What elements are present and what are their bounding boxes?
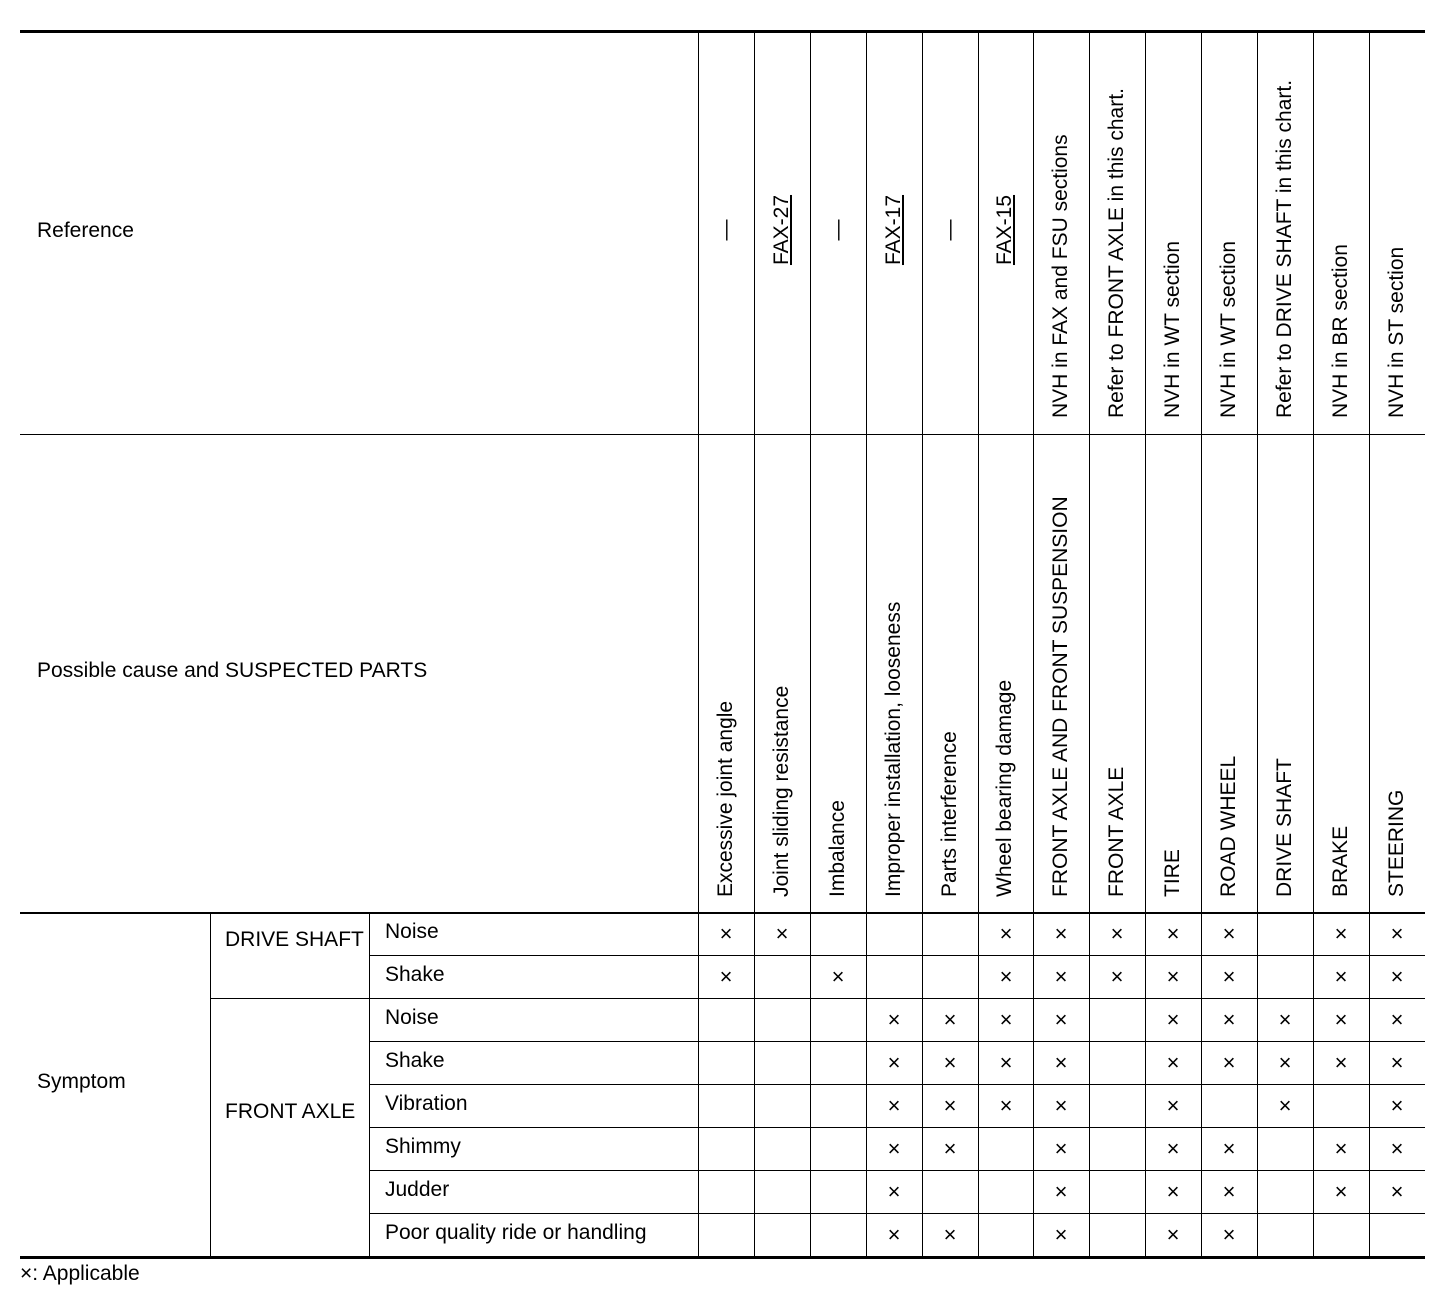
cause-text: STEERING (1384, 789, 1408, 897)
row-rule (369, 955, 1425, 956)
symptom-name: Shake (385, 963, 445, 986)
applicable-mark: × (943, 1222, 957, 1247)
applicable-mark: × (1110, 921, 1124, 946)
group-label: DRIVE SHAFT (225, 928, 364, 951)
applicable-mark: × (775, 921, 789, 946)
symptom-label: Symptom (37, 1070, 126, 1093)
applicable-mark: × (1166, 1007, 1180, 1032)
applicable-mark: × (1334, 964, 1348, 989)
applicable-mark: × (1054, 1093, 1068, 1118)
applicable-mark: × (943, 1136, 957, 1161)
reference-value: NVH in WT section (1161, 241, 1185, 418)
reference-value: NVH in WT section (1217, 241, 1241, 418)
reference-value: Refer to FRONT AXLE in this chart. (1105, 88, 1129, 418)
applicable-mark: × (1054, 1136, 1068, 1161)
cause-column-rule (810, 30, 811, 1256)
applicable-mark: × (943, 1093, 957, 1118)
reference-value: Refer to DRIVE SHAFT in this chart. (1272, 79, 1296, 418)
applicable-mark: × (719, 964, 733, 989)
applicable-mark: × (999, 921, 1013, 946)
applicable-mark: × (831, 964, 845, 989)
applicable-mark: × (1054, 964, 1068, 989)
top-rule (20, 30, 1425, 33)
applicable-mark: × (1390, 1007, 1404, 1032)
applicable-mark: × (999, 1007, 1013, 1032)
applicable-mark: × (1222, 1222, 1236, 1247)
applicable-mark: × (1166, 921, 1180, 946)
applicable-mark: × (1278, 1050, 1292, 1075)
applicable-mark: × (1222, 1136, 1236, 1161)
applicable-mark: × (887, 1093, 901, 1118)
applicable-mark: × (1222, 921, 1236, 946)
legend: ×: Applicable (20, 1262, 140, 1285)
applicable-mark: × (1390, 1093, 1404, 1118)
cause-column-rule (698, 30, 699, 1256)
cause-text: Excessive joint angle (713, 700, 737, 897)
cause-text: DRIVE SHAFT (1272, 758, 1296, 897)
applicable-mark: × (1054, 921, 1068, 946)
applicable-mark: × (1334, 1136, 1348, 1161)
reference-value: NVH in ST section (1384, 246, 1408, 418)
applicable-mark: × (887, 1179, 901, 1204)
applicable-mark: × (1222, 964, 1236, 989)
cause-text: Joint sliding resistance (769, 685, 793, 897)
applicable-mark: × (1166, 1050, 1180, 1075)
symptom-name: Noise (385, 920, 439, 943)
reference-value: FAX-27 (769, 194, 793, 266)
reference-value: — (713, 219, 737, 241)
reference-value: — (825, 219, 849, 241)
reference-value: FAX-17 (881, 194, 905, 266)
symptom-name: Poor quality ride or handling (385, 1221, 647, 1244)
cause-text: ROAD WHEEL (1217, 755, 1241, 897)
applicable-mark: × (1054, 1007, 1068, 1032)
cause-text: FRONT AXLE AND FRONT SUSPENSION (1049, 496, 1073, 897)
applicable-mark: × (1278, 1007, 1292, 1032)
applicable-mark: × (1222, 1050, 1236, 1075)
applicable-mark: × (1390, 921, 1404, 946)
reference-value: NVH in FAX and FSU sections (1049, 134, 1073, 418)
reference-value: — (937, 219, 961, 241)
applicable-mark: × (1222, 1179, 1236, 1204)
reference-label: Reference (37, 219, 134, 242)
applicable-mark: × (887, 1050, 901, 1075)
applicable-mark: × (1166, 1222, 1180, 1247)
symptom-name: Judder (385, 1178, 450, 1201)
applicable-mark: × (719, 921, 733, 946)
symptom-name: Shake (385, 1049, 445, 1072)
applicable-mark: × (1166, 1136, 1180, 1161)
applicable-mark: × (943, 1050, 957, 1075)
applicable-mark: × (887, 1007, 901, 1032)
cause-text: TIRE (1161, 849, 1185, 897)
applicable-mark: × (1110, 964, 1124, 989)
applicable-mark: × (1390, 1136, 1404, 1161)
applicable-mark: × (1390, 1050, 1404, 1075)
cause-text: BRAKE (1328, 825, 1352, 897)
symptom-name: Noise (385, 1006, 439, 1029)
group-column-rule (210, 912, 211, 1256)
possible-cause-label: Possible cause and SUSPECTED PARTS (37, 659, 428, 682)
applicable-mark: × (1334, 1179, 1348, 1204)
cause-text: Wheel bearing damage (993, 679, 1017, 897)
applicable-mark: × (1334, 921, 1348, 946)
applicable-mark: × (1278, 1093, 1292, 1118)
applicable-mark: × (943, 1007, 957, 1032)
applicable-mark: × (1166, 964, 1180, 989)
symptom-column-rule (369, 912, 370, 1256)
cause-column-rule (754, 30, 755, 1256)
group-label: FRONT AXLE (225, 1100, 356, 1123)
applicable-mark: × (999, 964, 1013, 989)
bottom-rule (20, 1256, 1425, 1259)
symptom-name: Vibration (385, 1092, 468, 1115)
cause-text: Improper installation, looseness (881, 601, 905, 897)
cause-text: Parts interference (937, 731, 961, 897)
cause-text: Imbalance (825, 800, 849, 897)
reference-value: FAX-15 (993, 194, 1017, 266)
reference-row-rule (20, 434, 1425, 435)
applicable-mark: × (1054, 1050, 1068, 1075)
applicable-mark: × (1390, 964, 1404, 989)
applicable-mark: × (1054, 1179, 1068, 1204)
applicable-mark: × (1166, 1179, 1180, 1204)
applicable-mark: × (1334, 1050, 1348, 1075)
symptom-name: Shimmy (385, 1135, 461, 1158)
applicable-mark: × (1054, 1222, 1068, 1247)
cause-text: FRONT AXLE (1105, 766, 1129, 897)
applicable-mark: × (1166, 1093, 1180, 1118)
applicable-mark: × (1390, 1179, 1404, 1204)
applicable-mark: × (1222, 1007, 1236, 1032)
applicable-mark: × (887, 1222, 901, 1247)
cause-column-rule (1089, 30, 1090, 1256)
applicable-mark: × (1334, 1007, 1348, 1032)
applicable-mark: × (999, 1093, 1013, 1118)
reference-value: NVH in BR section (1328, 244, 1352, 418)
applicable-mark: × (999, 1050, 1013, 1075)
applicable-mark: × (887, 1136, 901, 1161)
